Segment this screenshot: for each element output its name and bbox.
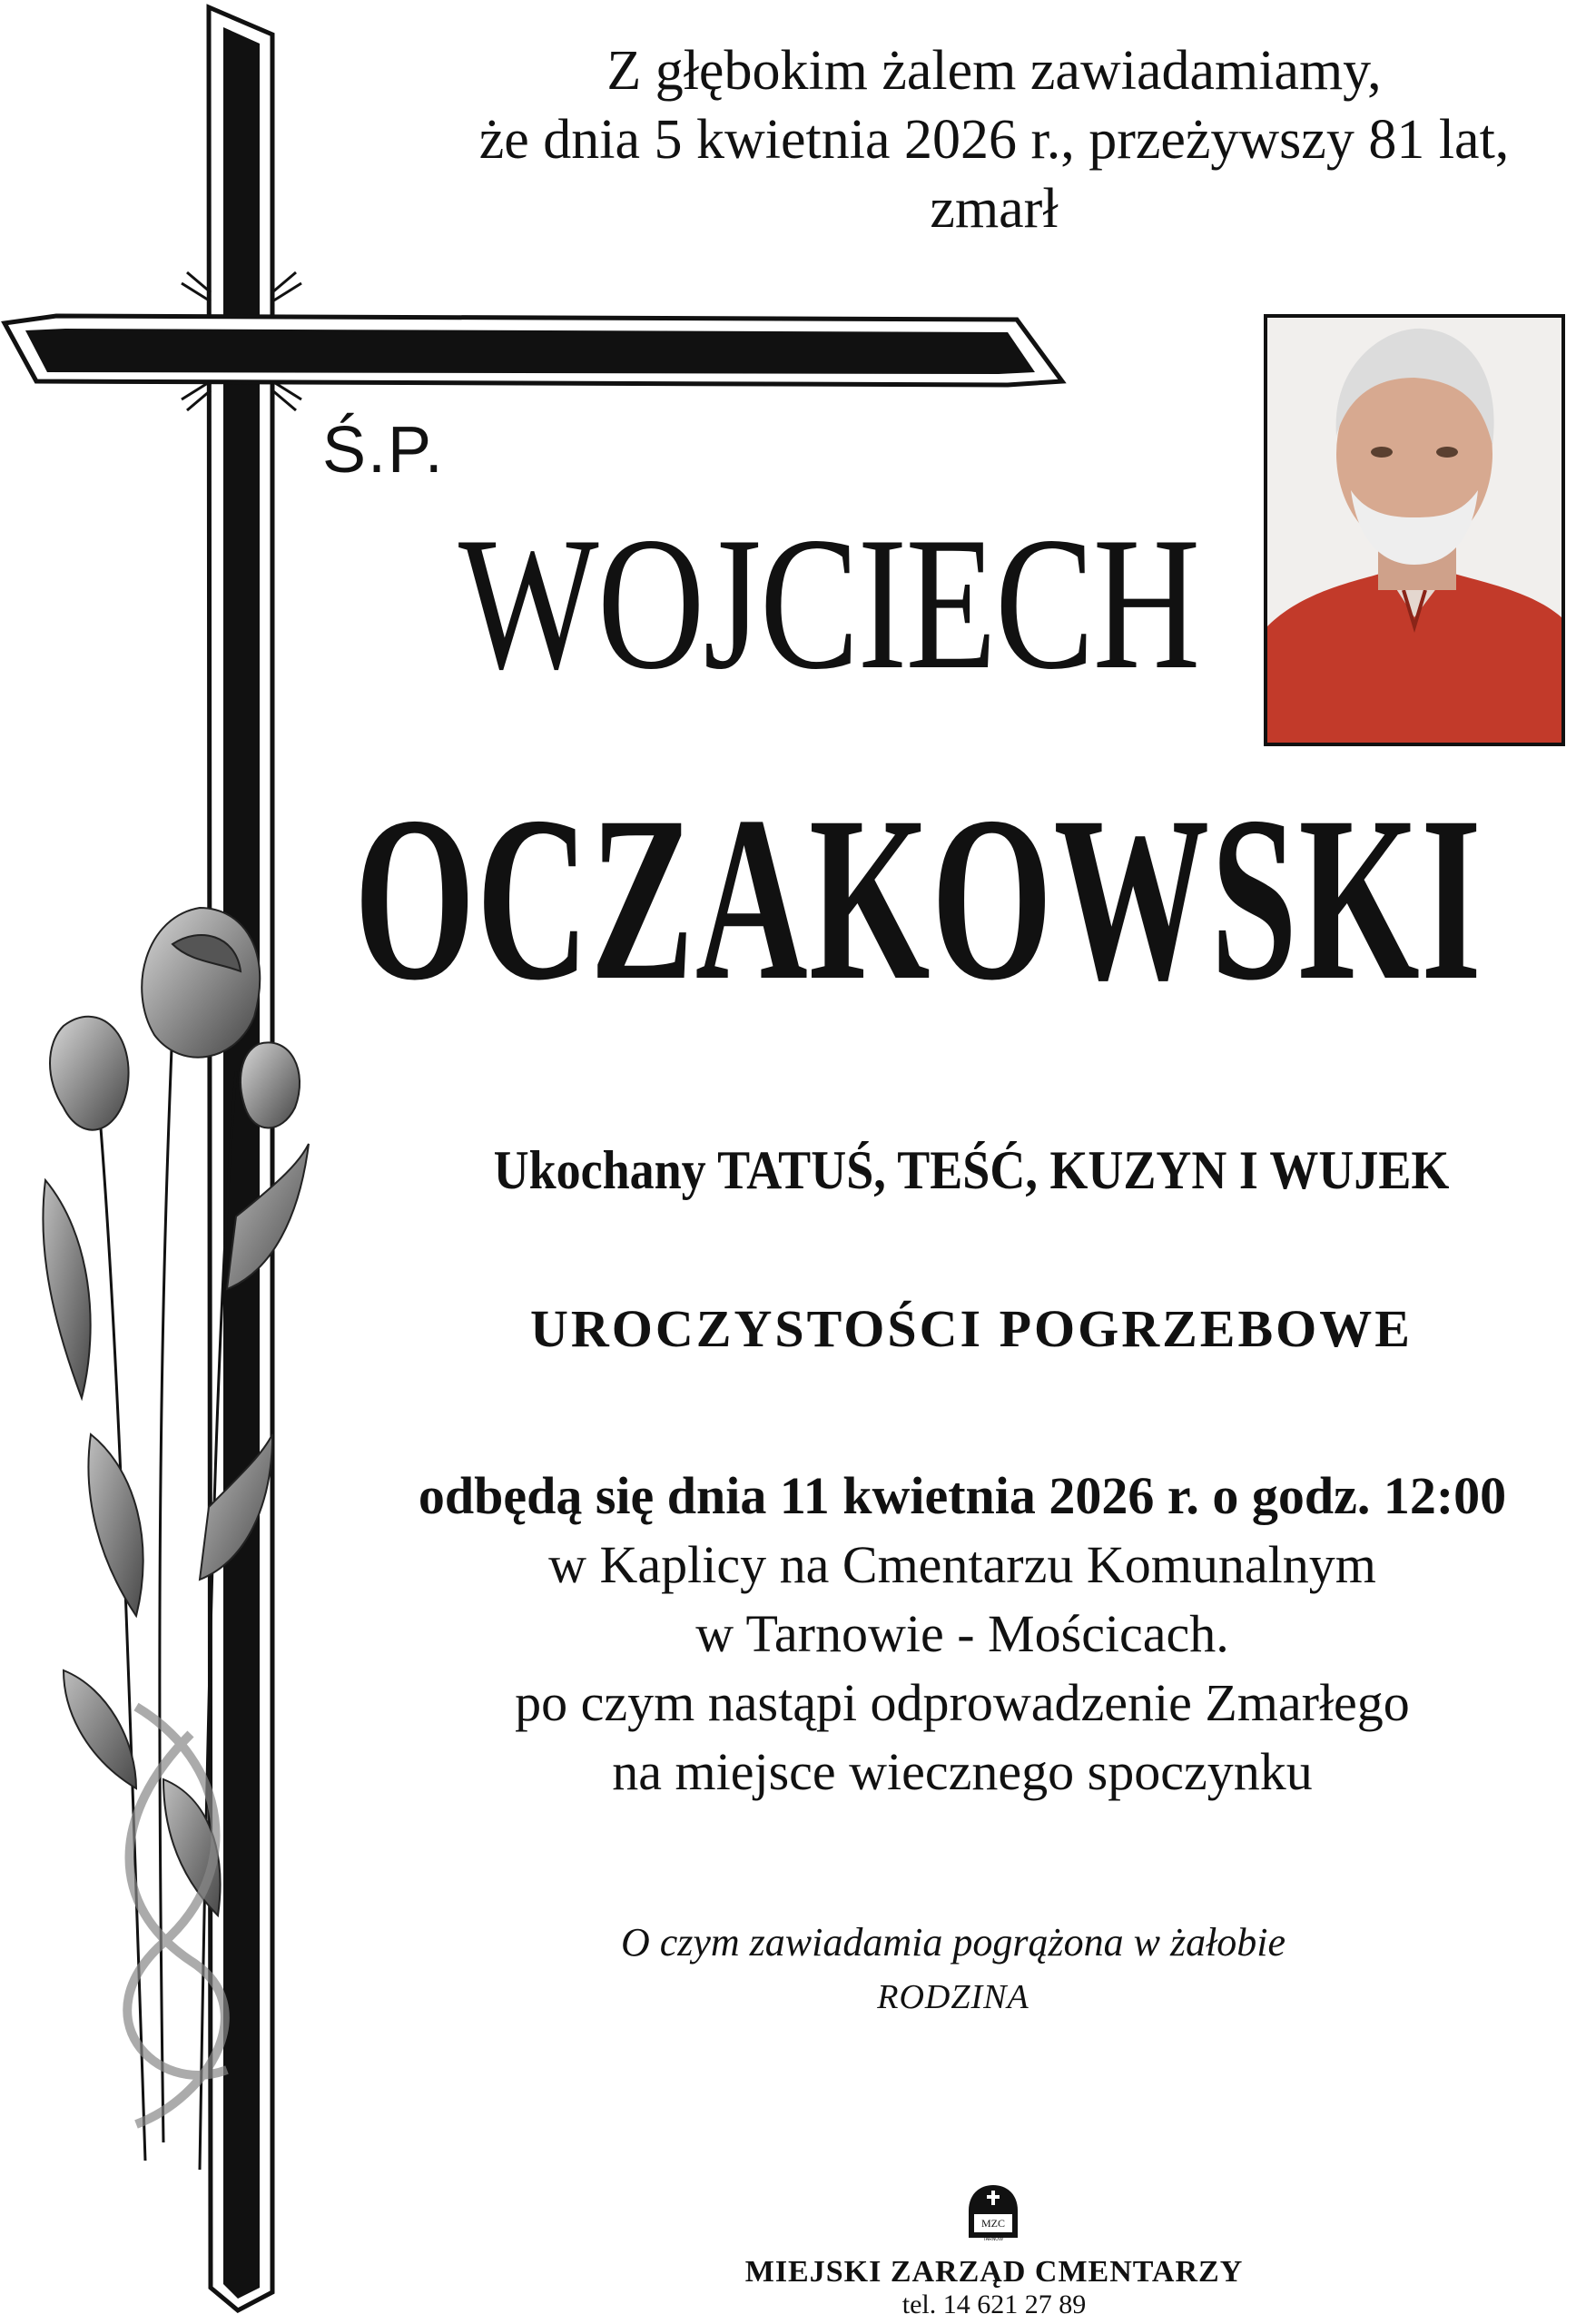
ceremony-after: na miejsce wiecznego spoczynku bbox=[612, 1742, 1313, 1801]
notice-text: O czym zawiadamia pogrążona w żałobie bbox=[620, 1920, 1286, 1965]
portrait-illustration bbox=[1267, 318, 1561, 743]
logo-text: MZC bbox=[980, 2217, 1006, 2230]
ceremony-details bbox=[345, 1462, 1580, 1807]
ceremony-place: w Kaplicy na Cmentarzu Komunalnym bbox=[548, 1535, 1376, 1594]
mzc-logo-icon bbox=[965, 2183, 1021, 2241]
intro-line: że dnia 5 kwietnia 2026 r., przeżywszy 81 lat, bbox=[478, 109, 1510, 171]
portrait-photo bbox=[1264, 314, 1565, 746]
intro-block bbox=[427, 36, 1561, 243]
intro-line: zmarł bbox=[930, 178, 1059, 240]
logo-subtext: TARNÓW bbox=[983, 2237, 1003, 2241]
ceremony-heading: UROCZYSTOŚCI POGRZEBOWE bbox=[530, 1299, 1413, 1358]
ceremony-date: odbędą się dnia 11 kwietnia 2026 r. o godz. 12:00 bbox=[418, 1466, 1507, 1525]
organization-phone: tel. 14 621 27 89 bbox=[901, 2290, 1087, 2319]
last-name: OCZAKOWSKI bbox=[354, 768, 1483, 1029]
relation-line: Ukochany TATUŚ, TEŚĆ, KUZYN I WUJEK bbox=[493, 1140, 1450, 1200]
ceremony-place: w Tarnowie - Mościcach. bbox=[695, 1604, 1229, 1663]
first-name: WOJCIECH bbox=[458, 498, 1199, 709]
organization-name: MIEJSKI ZARZĄD CMENTARZY bbox=[744, 2255, 1244, 2289]
prefix-label: Ś.P. bbox=[322, 414, 445, 487]
roses-icon bbox=[27, 890, 327, 2197]
family-notice bbox=[409, 1915, 1498, 2024]
intro-line: Z głębokim żalem zawiadamiamy, bbox=[606, 40, 1382, 102]
family-signature: RODZINA bbox=[877, 1978, 1029, 2016]
ceremony-after: po czym nastąpi odprowadzenie Zmarłego bbox=[515, 1673, 1410, 1732]
